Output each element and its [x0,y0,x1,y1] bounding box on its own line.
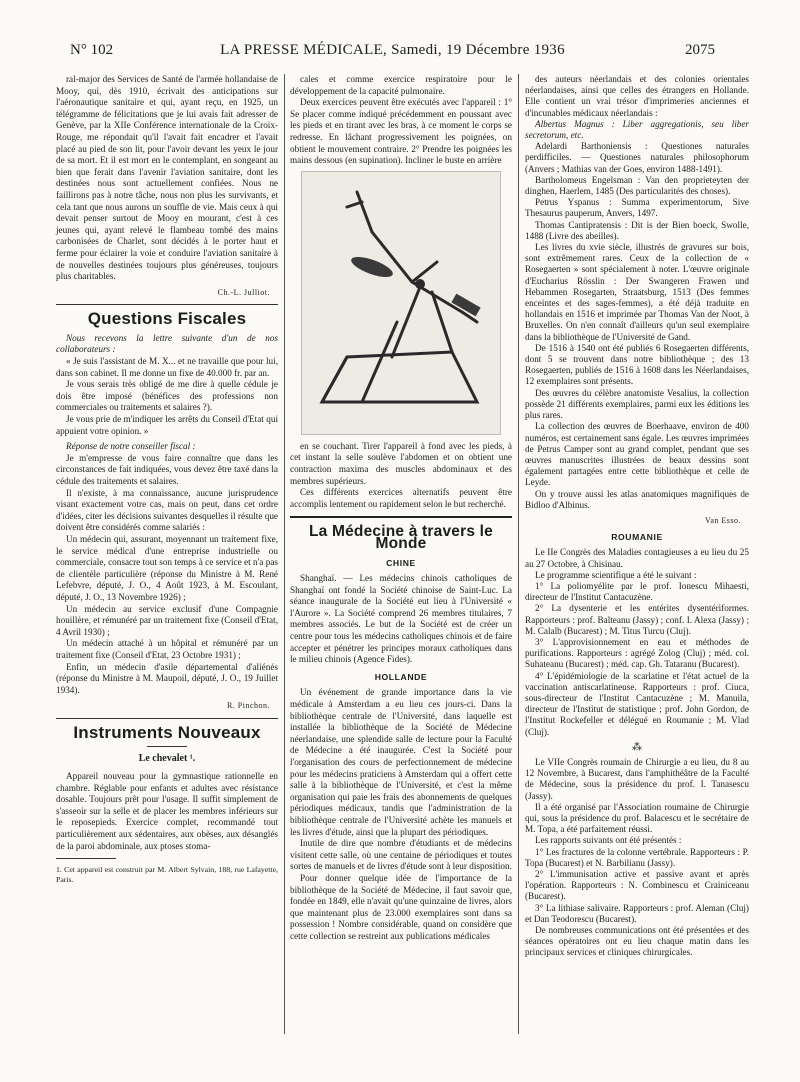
aviation-paragraph: ral-major des Services de Santé de l'armée hollandaise de Mooy, qui, dès 1910, écrivait des anticipations sur l'aéronautique sanitaire et qui, ayant reçu, en 1925, un télégramme de félicitations que je lui avais fait adresser de Genève, par la XIIe Conférence internationale de la Croix-Rouge, me répondait qu'il l'avait fait encadrer et l'avait placé au pied de son lit, pour l'avoir devant les yeux le jour de sa mort. Et il est mort en le contemplant, en songeant au bien que ferait dans l'avenir l'aviation sanitaire, dont les destinées nous sont actuellement confiées. Nous ne faillirons pas à notre tâche, nous non plus les survivants, et cela tant que nous aurons un souffle de vie. Mais ceux à qui devait penser surtout de Mooy en mourant, c'est à ces jeunes qui, ayant relevé le flambeau tombé des mains carbonisées de Charlet, sont décidés à le porter haut et ferme pour éclairer la voie et conduire l'aviation sanitaire à de nouvelles destinées toujours plus généreuses, toujours plus charitables. [56,74,278,282]
book-entry: Petrus Yspanus : Summa experimentorum, Sive Thesaurus pauperum, Anvers, 1497. [525,197,749,219]
chine-paragraph: Shanghaï. — Les médecins chinois catholiques de Shanghaï ont fondé la Société chinoise de Saint-Luc. La séance inaugurale de la Société eut lieu à l'Université « l'Aurore ». La Société comprend 26 membres titulaires, 7 membres associés. Le but de la Société est de créer un centre pour tous les médecins catholiques chinois et de faire accepter et pénétrer les principes moraux catholiques dans le milieu chinois (Agence Fides). [290,573,512,665]
page-number-left: N° 102 [70,42,114,58]
column-divider-2 [518,74,519,1034]
heading-roumanie: ROUMANIE [611,532,663,543]
page-header [70,40,715,66]
heading-hollande: HOLLANDE [374,671,428,682]
roumanie-paragraph: 2° L'immunisation active et passive avant et après l'opération. Rapporteurs : N. Combinescu et Crainiceanu (Bucarest). [525,869,749,902]
roumanie-paragraph: 4° L'épidémiologie de la scarlatine et l'état actuel de la vaccination antiscarlatineuse. Rapporteurs : prof. Ciuca, sous-directeur de l'Institut Cantacuzène ; M. Manuila, directeur de l'Institut de statistique ; prof. John Gordon, de l'Institut Rockefeller et délégué en Roumanie ; M. Vlad (Cluj). [525,670,749,737]
chevalet-drawing [302,172,500,434]
heading-underline [147,746,187,747]
book-entry: Albertus Magnus : Liber aggregationis, seu liber secretorum, etc. [525,118,749,141]
footnote: 1. Cet appareil est construit par M. Albert Sylvain, 188, rue Lafayette, Paris. [56,865,278,885]
roumanie-paragraph: Les rapports suivants ont été présentés : [535,835,682,846]
section-rule [56,718,278,719]
roumanie-paragraph: Le VIIe Congrès roumain de Chirurgie a eu lieu, du 8 au 12 Novembre, à Bucarest, dans l'amphithéâtre de la Faculté de Médecine, sous la présidence du prof. I. Tanasescu (Jassy). [525,756,749,801]
footnote-rule [56,858,116,859]
hollande-paragraph: Des œuvres du célèbre anatomiste Vesalius, la collection possède 21 différents exemplaires, parmi eux les éditions les plus rares. [525,387,749,421]
heading-medecine-monde: La Médecine à travers le Monde [308,523,493,552]
hollande-paragraph: Les livres du xvie siècle, illustrés de gravures sur bois, sont extrêmement rares. Ceux de la collection de « Rosegaerten » sont spécialement à noter. L'œuvre originale d'Eucharius Rösslin : Der Swangeren Frawen und Hebammen Rosegarten, Straatsburg, 1513 (Des femmes enceintes et des sages-femmes), a été déjà traduite en hollandais en 1516 et imprimée par Thomas Van der Noot, à Bruxelles. On n'en connaît d'ailleurs qu'un seul exemplaire dans la bibliothèque de l'Université de Gand. [525,242,749,342]
page-number-right: 2075 [685,42,715,58]
fiscal-paragraph: Je vous prie de m'indiquer les arrêts du Conseil d'Etat qui appuient votre opinion. » [56,414,278,436]
column-2 [290,74,512,943]
fiscal-intro: Nous recevons la lettre suivante d'un de nos collaborateurs : [56,332,278,355]
subheading-chevalet: Le chevalet ¹. [138,753,196,765]
heading-questions-fiscales: Questions Fiscales [87,309,247,329]
instrument-paragraph: cales et comme exercice respiratoire pour le développement de la capacité pulmonaire. [290,74,512,96]
fiscal-paragraph: Je m'empresse de vous faire connaître que dans les circonstances de fait indiquées, vous devez être taxé dans la cédule des traitements et salaires. [56,452,278,486]
hollande-paragraph: La collection des œuvres de Boerhaave, environ de 400 numéros, est certainement sans égale. Les œuvres imprimées de Petrus Camper sont au grand complet, pendant que ses œuvres manuscrites illustrées de beaux dessins sont également partagées entre cette bibliothèque et celle de Leyde. [525,421,749,488]
hollande-paragraph: Inutile de dire que nombre d'étudiants et de médecins visitent cette salle, où une centaine de périodiques et toutes sortes de manuels et de livres d'étude sont à leur disposition. [290,838,512,872]
hollande-paragraph: On y trouve aussi les atlas anatomiques magnifiques de Bidloo d'Albinus. [525,488,749,510]
section-rule [290,516,512,518]
heading-instruments-nouveaux: Instruments Nouveaux [73,722,261,742]
fiscal-reply-label: Réponse de notre conseiller fiscal : [66,441,196,452]
exercise-chevalet-illustration [301,171,501,435]
section-rule [56,304,278,305]
hollande-paragraph: Pour donner quelque idée de l'importance de la bibliothèque de la Société de Médecine, il faut savoir que, fondée en 1849, elle n'avait qu'une quinzaine de livres, alors que maintenant plus de 23.000 exemplaires sont dans sa possession ! Nombre considérable, quand on considère que cette collection se restreint aux publications médicales [290,872,512,941]
fiscal-paragraph: Un médecin attaché à un hôpital et rémunéré par un traitement fixe (Conseil d'Etat, 23 Octobre 1931) ; [56,638,278,660]
roumanie-paragraph: 3° L'approvisionnement en eau et méthodes de purifications. Rapporteurs : agrégé Zolog (Cluj) ; méd. col. Suhateanu (Bucarest) ; méd. cap. Gh. Tataranu (Bucarest). [525,636,749,670]
hollande-paragraph: Un événement de grande importance dans la vie médicale à Amsterdam a eu lieu ces jours-ci. Dans la bibliothèque centrale de l'Université, dans laquelle est installée la bibliothèque de la Société de Médecine néerlandaise, une splendide salle de lecture pour la Faculté de Médecine a été inaugurée. C'est la Société pour l'organisation des cours de perfectionnement de médecine pour les médecins praticiens à Amsterdam qui a offert cette salle à la bibliothèque de l'Université, et c'est la même organisation qui paie les frais des abonnements de quelques périodiques médicaux, tandis que l'administration de la bibliothèque centrale de l'Université achète les manuels et les livres d'étude, ainsi que la plupart des périodiques. [290,687,512,837]
instrument-paragraph: Appareil nouveau pour la gymnastique rationnelle en chambre. Réglable pour enfants et adultes avec résistance dosable. Toujours prêt pour l'usage. Il suffit simplement de s'asseoir sur la selle et de placer les membres inférieurs sur le reposepieds. Exercice complet, recommandé tout particulièrement aux sédentaires, aux obèses, aux désanglés de la paroi abdominale, aux ptoses stoma- [56,771,278,851]
hollande-paragraph: des auteurs néerlandais et des colonies orientales néerlandaises, ainsi que celles des étrangers en Hollande. Elle contient un vrai trésor d'imprimeries anciennes et d'incunables médicaux néerlandais : [525,74,749,118]
fiscal-paragraph: Un médecin qui, assurant, moyennant un traitement fixe, le service médical d'une entreprise industrielle ou commerciale, consacre tout son temps à ce service et n'a pas de clientèle particulière (réponse du Ministre à M. René Lefebvre, député, J. O., 4 Août 1923, à M. Escoulant, député, J. O., 13 Novembre 1926) ; [56,533,278,602]
hollande-paragraph: De 1516 à 1540 ont été publiés 6 Rosegaerten différents, dont 5 se trouvent dans notre bibliothèque ; des 13 Rosegaerten, publiés de 1516 à 1608 dans les Néerlandaises, 12 exemplaires sont présents. [525,342,749,387]
fiscal-paragraph: « Je suis l'assistant de M. X... et ne travaille que pour lui, dans son cabinet. Il me donne un fixe de 40.000 fr. par an. [56,356,278,378]
roumanie-paragraph: 3° La lithiase salivaire. Rapporteurs : prof. Aleman (Cluj) et Dan Teodorescu (Bucarest). [525,902,749,924]
fiscal-paragraph: Il n'existe, à ma connaissance, aucune jurisprudence visant exactement votre cas, mais on peut, dans cet ordre d'idées, citer les décisions suivantes desquelles il résulte que doivent être considérés comme salariés : [56,487,278,533]
instrument-paragraph: en se couchant. Tirer l'appareil à fond avec les pieds, à cet instant la selle soulève l'abdomen et on obtient une contraction maxima des muscles abdominaux et des membres supérieurs. [290,440,512,486]
fiscal-paragraph: Un médecin au service exclusif d'une Compagnie houillère, et rémunéré par un traitement fixe (Conseil d'Etat, 4 Avril 1930) ; [56,603,278,637]
roumanie-paragraph: Le IIe Congrès des Maladies contagieuses a eu lieu du 25 au 27 Octobre, à Chisinau. [525,547,749,569]
roumanie-paragraph: 1° Les fractures de la colonne vertébrale. Rapporteurs : P. Topa (Bucarest) et N. Barbilianu (Jassy). [525,846,749,868]
book-entry: Adelardi Barthoniensis : Questiones naturales perdifficiles. — Questiones naturales philosophorum (Anvers ; Mathias van der Goes, environ 1488-1491). [525,141,749,174]
instrument-paragraph: Deux exercices peuvent être exécutés avec l'appareil : 1° Se placer comme indiqué précédemment en poussant avec les pieds et en tirant avec les bras, à ce moment le corps se redresse. En lâchant progressivement les poignées, on obtient le mouvement contraire. 2° Prendre les poignées les mains dessous (en supination). Incliner le buste en arrière [290,97,512,166]
signature-van-esso: Van Esso. [704,515,741,525]
fiscal-paragraph: Enfin, un médecin d'asile départemental d'aliénés (réponse du Ministre à M. Maupoil, député, J. O., 19 Juillet 1934). [56,661,278,695]
roumanie-paragraph: Le programme scientifique a été le suivant : [535,569,697,580]
section-separator-stars: ⁂ [632,741,642,753]
signature-pinchon: R. Pinchon. [226,701,270,711]
roumanie-paragraph: 2° La dysenterie et les entérites dysentériformes. Rapporteurs : prof. Balteanu (Jassy) ; conf. I. Alexa (Jassy) ; M. Calalb (Bucarest) ; M. Titus Turcu (Cluj). [525,603,749,636]
roumanie-paragraph: 1° La poliomyélite par le prof. Ionescu Mihaesti, directeur de l'Institut Cantacuzène. [525,580,749,603]
book-entry: Thomas Cantipratensis : Dit is der Bien boeck, Swolle, 1488 (Livre des abeilles). [525,219,749,241]
book-entry: Bartholomeus Engelsman : Van den proprieteyten der dinghen, Haerlem, 1485 (Des particularités des choses). [525,174,749,197]
heading-chine: CHINE [386,557,416,568]
instrument-paragraph: Ces différents exercices alternatifs peuvent être accomplis lentement ou rapidement selon le but recherché. [290,487,512,509]
roumanie-paragraph: Il a été organisé par l'Association roumaine de Chirurgie qui, sous la présidence du prof. Balacescu et le secrétaire de M. Topa, a été parfaitement réussi. [525,801,749,835]
column-3 [525,74,749,959]
journal-title: LA PRESSE MÉDICALE, Samedi, 19 Décembre 1936 [220,42,565,58]
fiscal-paragraph: Je vous serais très obligé de me dire à quelle cédule je dois être imposé (bénéfices des professions non commerciales ou traitements et salaires ?). [56,379,278,413]
roumanie-paragraph: De nombreuses communications ont été présentées et des séances opératoires ont eu lieu chaque matin dans les principaux services et cliniques chirurgicales. [525,925,749,958]
signature-julliot: Ch.-L. Julliot. [217,287,270,297]
column-1 [56,74,278,885]
column-divider-1 [284,74,285,1034]
